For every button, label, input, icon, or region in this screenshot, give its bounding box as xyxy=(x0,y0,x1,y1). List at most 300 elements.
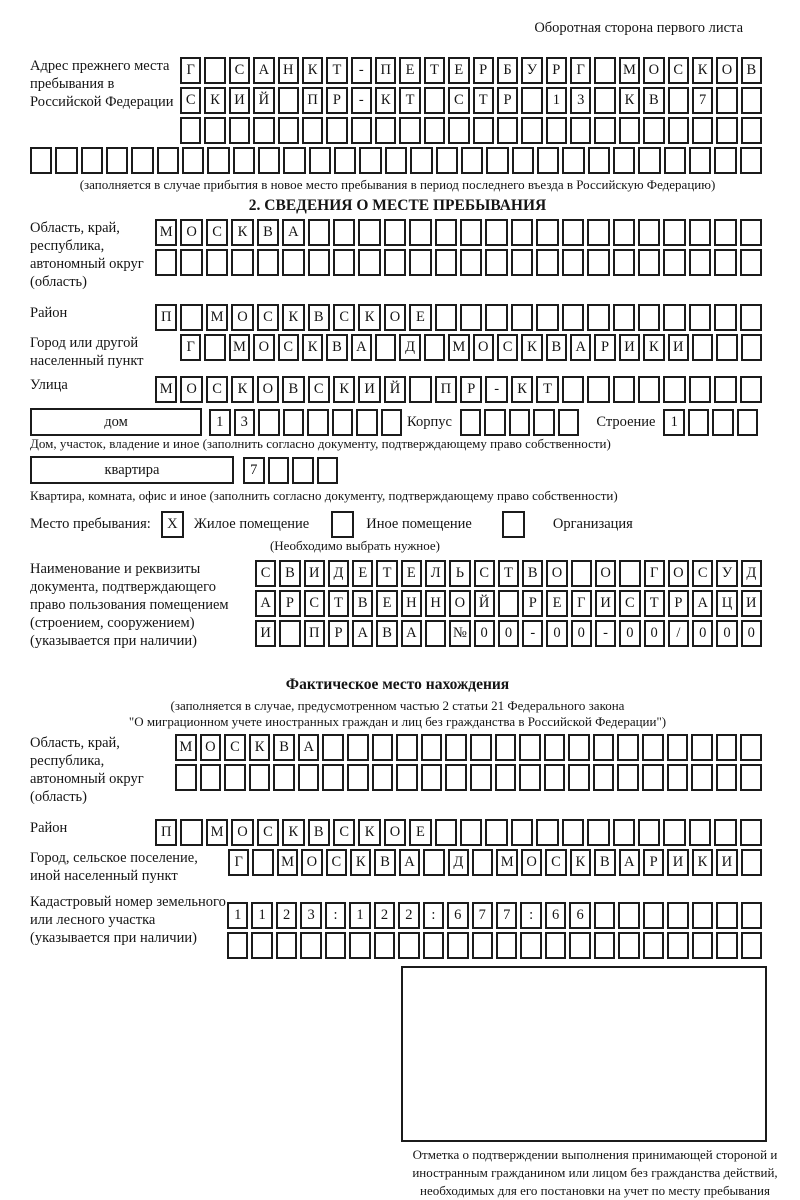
char-cell xyxy=(276,932,297,959)
char-cell: А xyxy=(351,334,372,361)
char-cell xyxy=(716,87,737,114)
cadastral-label: Кадастровый номер земельного или лесного участка (указывается при наличии) xyxy=(30,894,226,946)
char-cell xyxy=(638,147,660,174)
char-cell xyxy=(741,902,762,929)
actual-city-label: Город, сельское поселение, иной населенный пункт xyxy=(30,850,198,884)
char-cell: Е xyxy=(409,819,431,846)
char-cell xyxy=(283,147,305,174)
char-cell: В xyxy=(257,219,279,246)
char-cell xyxy=(233,147,255,174)
char-cell xyxy=(536,819,558,846)
char-cell: О xyxy=(473,334,494,361)
char-cell xyxy=(568,734,590,761)
char-cell: К xyxy=(643,334,664,361)
char-cell: К xyxy=(350,849,371,876)
char-cell xyxy=(692,932,713,959)
char-cell xyxy=(268,457,290,484)
char-cell: С xyxy=(333,304,355,331)
char-cell xyxy=(714,304,736,331)
char-cell: В xyxy=(522,560,543,587)
char-cell xyxy=(497,117,518,144)
char-cell: Г xyxy=(228,849,249,876)
char-cell: В xyxy=(594,849,615,876)
stay-checkbox-residential: X xyxy=(161,511,184,538)
char-cell xyxy=(716,734,738,761)
char-cell: И xyxy=(619,334,640,361)
char-cell xyxy=(409,249,431,276)
char-cell xyxy=(587,249,609,276)
cell-row xyxy=(255,590,765,617)
char-cell: 6 xyxy=(545,902,566,929)
char-cell xyxy=(638,376,660,403)
char-cell xyxy=(594,902,615,929)
char-cell: А xyxy=(253,57,274,84)
cell-row xyxy=(255,560,765,587)
char-cell xyxy=(485,219,507,246)
char-cell xyxy=(512,147,534,174)
char-cell: 3 xyxy=(234,409,256,436)
char-cell xyxy=(509,409,531,436)
char-cell: Г xyxy=(180,334,201,361)
char-cell xyxy=(587,819,609,846)
char-cell: И xyxy=(595,590,616,617)
char-cell xyxy=(714,147,736,174)
char-cell: Ь xyxy=(449,560,470,587)
char-cell: Р xyxy=(522,590,543,617)
char-cell: Т xyxy=(536,376,558,403)
char-cell xyxy=(663,376,685,403)
char-cell: Г xyxy=(644,560,665,587)
char-cell: С xyxy=(206,219,228,246)
char-cell xyxy=(257,249,279,276)
char-cell: Б xyxy=(497,57,518,84)
char-cell xyxy=(545,932,566,959)
char-cell xyxy=(204,117,225,144)
char-cell xyxy=(619,560,640,587)
char-cell xyxy=(372,764,394,791)
char-cell xyxy=(435,304,457,331)
char-cell: Р xyxy=(460,376,482,403)
char-cell: П xyxy=(435,376,457,403)
char-cell: О xyxy=(449,590,470,617)
char-cell xyxy=(558,409,580,436)
char-cell: А xyxy=(298,734,320,761)
cell-row xyxy=(180,334,765,361)
char-cell xyxy=(347,764,369,791)
char-cell xyxy=(594,932,615,959)
char-cell xyxy=(375,117,396,144)
char-cell: В xyxy=(326,334,347,361)
char-cell xyxy=(737,409,759,436)
char-cell xyxy=(333,219,355,246)
char-cell xyxy=(712,409,734,436)
char-cell: П xyxy=(155,819,177,846)
char-cell: О xyxy=(180,376,202,403)
char-cell: 0 xyxy=(692,620,713,647)
char-cell: 2 xyxy=(374,902,395,929)
char-cell xyxy=(664,147,686,174)
char-cell xyxy=(569,932,590,959)
char-cell: Д xyxy=(399,334,420,361)
char-cell xyxy=(155,249,177,276)
char-cell: И xyxy=(668,334,689,361)
char-cell: - xyxy=(351,87,372,114)
cell-row xyxy=(180,117,765,144)
cell-row xyxy=(155,304,765,331)
char-cell xyxy=(613,819,635,846)
char-cell xyxy=(435,219,457,246)
char-cell: С xyxy=(229,57,250,84)
char-cell xyxy=(423,932,444,959)
char-cell: О xyxy=(301,849,322,876)
char-cell xyxy=(663,249,685,276)
actual-region-field xyxy=(30,734,765,806)
actual-district-label: Район xyxy=(30,820,68,836)
char-cell: Р xyxy=(326,87,347,114)
char-cell xyxy=(298,764,320,791)
char-cell xyxy=(716,764,738,791)
char-cell: А xyxy=(282,219,304,246)
char-cell xyxy=(308,249,330,276)
char-cell xyxy=(562,304,584,331)
char-cell: В xyxy=(374,849,395,876)
cell-row xyxy=(180,57,765,84)
char-cell xyxy=(638,249,660,276)
char-cell xyxy=(536,249,558,276)
char-cell xyxy=(409,219,431,246)
char-cell xyxy=(619,117,640,144)
char-cell xyxy=(460,409,482,436)
char-cell: С xyxy=(333,819,355,846)
char-cell: К xyxy=(511,376,533,403)
char-cell: О xyxy=(231,819,253,846)
char-cell xyxy=(325,932,346,959)
char-cell xyxy=(300,932,321,959)
char-cell: Р xyxy=(668,590,689,617)
char-cell: 1 xyxy=(209,409,231,436)
char-cell: П xyxy=(375,57,396,84)
char-cell: - xyxy=(522,620,543,647)
char-cell xyxy=(716,902,737,929)
char-cell: 0 xyxy=(619,620,640,647)
char-cell xyxy=(421,734,443,761)
document-field xyxy=(30,560,765,650)
char-cell xyxy=(249,764,271,791)
char-cell: М xyxy=(277,849,298,876)
char-cell xyxy=(436,147,458,174)
char-cell: В xyxy=(308,304,330,331)
char-cell xyxy=(741,87,762,114)
char-cell xyxy=(204,57,225,84)
char-cell xyxy=(279,620,300,647)
char-cell xyxy=(485,819,507,846)
actual-location-caption-1: (заполняется в случае, предусмотренном частью 2 статьи 21 Федерального закона xyxy=(170,698,625,713)
char-cell: Р xyxy=(279,590,300,617)
char-cell: С xyxy=(497,334,518,361)
char-cell xyxy=(347,734,369,761)
char-cell xyxy=(200,764,222,791)
char-cell: И xyxy=(255,620,276,647)
char-cell: А xyxy=(352,620,373,647)
apartment-caption: Квартира, комната, офис и иное (заполнить согласно документу, подтверждающему право собственности) xyxy=(30,488,618,503)
char-cell: И xyxy=(667,849,688,876)
char-cell xyxy=(613,249,635,276)
char-cell xyxy=(251,932,272,959)
char-cell: М xyxy=(229,334,250,361)
char-cell xyxy=(544,764,566,791)
char-cell: 0 xyxy=(546,620,567,647)
char-cell: С xyxy=(257,304,279,331)
char-cell xyxy=(692,117,713,144)
char-cell xyxy=(663,304,685,331)
char-cell xyxy=(182,147,204,174)
char-cell: 3 xyxy=(570,87,591,114)
char-cell: К xyxy=(333,376,355,403)
char-cell xyxy=(521,117,542,144)
char-cell xyxy=(587,219,609,246)
char-cell xyxy=(180,117,201,144)
apartment-cells xyxy=(243,457,341,484)
char-cell xyxy=(495,764,517,791)
city-field xyxy=(30,334,765,370)
char-cell: Н xyxy=(401,590,422,617)
cell-row xyxy=(155,819,765,846)
char-cell: С xyxy=(278,334,299,361)
char-cell xyxy=(594,57,615,84)
char-cell xyxy=(714,819,736,846)
char-cell: А xyxy=(399,849,420,876)
char-cell: У xyxy=(521,57,542,84)
char-cell xyxy=(398,932,419,959)
char-cell xyxy=(741,117,762,144)
char-cell xyxy=(322,734,344,761)
street-label: Улица xyxy=(30,377,68,393)
char-cell: И xyxy=(229,87,250,114)
char-cell xyxy=(278,117,299,144)
char-cell xyxy=(229,117,250,144)
char-cell: С xyxy=(304,590,325,617)
char-cell xyxy=(568,764,590,791)
char-cell: Н xyxy=(278,57,299,84)
apartment-box: квартира xyxy=(30,456,234,484)
char-cell xyxy=(484,409,506,436)
char-cell xyxy=(668,87,689,114)
cell-row xyxy=(155,219,765,246)
char-cell: А xyxy=(619,849,640,876)
char-cell: Р xyxy=(643,849,664,876)
char-cell: 0 xyxy=(498,620,519,647)
stay-type-row xyxy=(30,510,765,538)
char-cell xyxy=(714,219,736,246)
stamp-box xyxy=(401,966,767,1142)
char-cell xyxy=(372,734,394,761)
char-cell: В xyxy=(643,87,664,114)
char-cell xyxy=(424,117,445,144)
char-cell: Т xyxy=(328,590,349,617)
char-cell xyxy=(448,117,469,144)
char-cell xyxy=(424,87,445,114)
char-cell xyxy=(740,764,762,791)
char-cell xyxy=(399,117,420,144)
char-cell xyxy=(617,764,639,791)
prev-address-caption: (заполняется в случае прибытия в новое место пребывания в период последнего въезда в Российскую Федерацию) xyxy=(79,177,716,192)
char-cell: В xyxy=(741,57,762,84)
char-cell: К xyxy=(204,87,225,114)
char-cell xyxy=(688,409,710,436)
char-cell: О xyxy=(546,560,567,587)
char-cell: К xyxy=(231,376,253,403)
char-cell: : xyxy=(325,902,346,929)
char-cell: П xyxy=(302,87,323,114)
char-cell: 1 xyxy=(663,409,685,436)
char-cell xyxy=(384,249,406,276)
cell-row xyxy=(155,376,765,403)
char-cell xyxy=(461,147,483,174)
char-cell: О xyxy=(200,734,222,761)
char-cell xyxy=(521,87,542,114)
char-cell: К xyxy=(231,219,253,246)
char-cell: 0 xyxy=(474,620,495,647)
char-cell xyxy=(204,334,225,361)
char-cell xyxy=(511,304,533,331)
char-cell xyxy=(668,117,689,144)
char-cell xyxy=(307,409,329,436)
char-cell xyxy=(333,249,355,276)
district-field xyxy=(30,304,765,334)
char-cell: : xyxy=(520,902,541,929)
char-cell xyxy=(447,932,468,959)
char-cell xyxy=(358,249,380,276)
char-cell: О xyxy=(231,304,253,331)
cell-row xyxy=(180,87,765,114)
char-cell: Д xyxy=(741,560,762,587)
char-cell: Р xyxy=(594,334,615,361)
char-cell xyxy=(180,304,202,331)
char-cell xyxy=(460,819,482,846)
char-cell: К xyxy=(282,819,304,846)
char-cell: Т xyxy=(326,57,347,84)
char-cell xyxy=(663,819,685,846)
char-cell xyxy=(381,409,403,436)
char-cell: М xyxy=(175,734,197,761)
apartment-row xyxy=(30,456,765,484)
char-cell: Т xyxy=(424,57,445,84)
char-cell xyxy=(385,147,407,174)
char-cell: 6 xyxy=(447,902,468,929)
char-cell: У xyxy=(716,560,737,587)
char-cell xyxy=(714,249,736,276)
korpus-cells xyxy=(460,409,583,436)
char-cell: Г xyxy=(570,57,591,84)
char-cell: К xyxy=(692,849,713,876)
section2-title: 2. СВЕДЕНИЯ О МЕСТЕ ПРЕБЫВАНИЯ xyxy=(248,197,547,214)
char-cell: Т xyxy=(644,590,665,617)
char-cell: К xyxy=(375,87,396,114)
char-cell xyxy=(460,219,482,246)
char-cell: 1 xyxy=(349,902,370,929)
char-cell xyxy=(55,147,77,174)
char-cell: В xyxy=(282,376,304,403)
korpus-label: Корпус xyxy=(407,413,452,430)
char-cell xyxy=(258,147,280,174)
char-cell xyxy=(470,734,492,761)
region-label: Область, край, республика, автономный округ (область) xyxy=(30,220,144,290)
char-cell xyxy=(224,764,246,791)
char-cell xyxy=(30,147,52,174)
char-cell: Ц xyxy=(716,590,737,617)
char-cell xyxy=(359,147,381,174)
char-cell: С xyxy=(619,590,640,617)
char-cell xyxy=(587,304,609,331)
char-cell: 2 xyxy=(276,902,297,929)
char-cell xyxy=(593,764,615,791)
cell-row xyxy=(155,249,765,276)
char-cell xyxy=(689,249,711,276)
char-cell xyxy=(273,764,295,791)
char-cell: С xyxy=(448,87,469,114)
char-cell: К xyxy=(358,304,380,331)
stroenie-cells xyxy=(663,409,761,436)
char-cell xyxy=(317,457,339,484)
char-cell: О xyxy=(257,376,279,403)
char-cell xyxy=(667,734,689,761)
char-cell xyxy=(689,376,711,403)
char-cell xyxy=(131,147,153,174)
char-cell: Д xyxy=(448,849,469,876)
char-cell xyxy=(613,376,635,403)
char-cell: 1 xyxy=(546,87,567,114)
char-cell: С xyxy=(692,560,713,587)
char-cell xyxy=(309,147,331,174)
char-cell xyxy=(308,219,330,246)
char-cell xyxy=(571,560,592,587)
stamp-caption: Отметка о подтверждении выполнения принимающей стороной и иностранным гражданином или лицом без гражданства действий, необходимых для его постановки на учет по месту пребывания xyxy=(412,1147,778,1198)
char-cell: Р xyxy=(328,620,349,647)
char-cell xyxy=(302,117,323,144)
char-cell xyxy=(617,734,639,761)
char-cell xyxy=(520,932,541,959)
char-cell xyxy=(435,249,457,276)
char-cell xyxy=(106,147,128,174)
char-cell xyxy=(424,334,445,361)
char-cell xyxy=(496,932,517,959)
char-cell xyxy=(470,764,492,791)
char-cell: О xyxy=(521,849,542,876)
char-cell xyxy=(445,764,467,791)
house-row xyxy=(30,408,765,436)
char-cell xyxy=(741,849,762,876)
char-cell xyxy=(562,819,584,846)
cell-row xyxy=(255,620,765,647)
char-cell: А xyxy=(570,334,591,361)
char-cell: Р xyxy=(497,87,518,114)
actual-location-title: Фактическое место нахождения xyxy=(285,676,510,693)
char-cell xyxy=(519,764,541,791)
actual-location-caption-2: "О миграционном учете иностранных граждан и лиц без гражданства в Российской Федерации") xyxy=(128,714,667,729)
char-cell xyxy=(423,849,444,876)
char-cell: И xyxy=(304,560,325,587)
char-cell: А xyxy=(255,590,276,617)
char-cell: Т xyxy=(399,87,420,114)
char-cell xyxy=(716,334,737,361)
char-cell xyxy=(157,147,179,174)
char-cell: 7 xyxy=(692,87,713,114)
char-cell xyxy=(642,734,664,761)
char-cell: О xyxy=(595,560,616,587)
char-cell xyxy=(594,87,615,114)
char-cell: К xyxy=(692,57,713,84)
char-cell: Й xyxy=(384,376,406,403)
